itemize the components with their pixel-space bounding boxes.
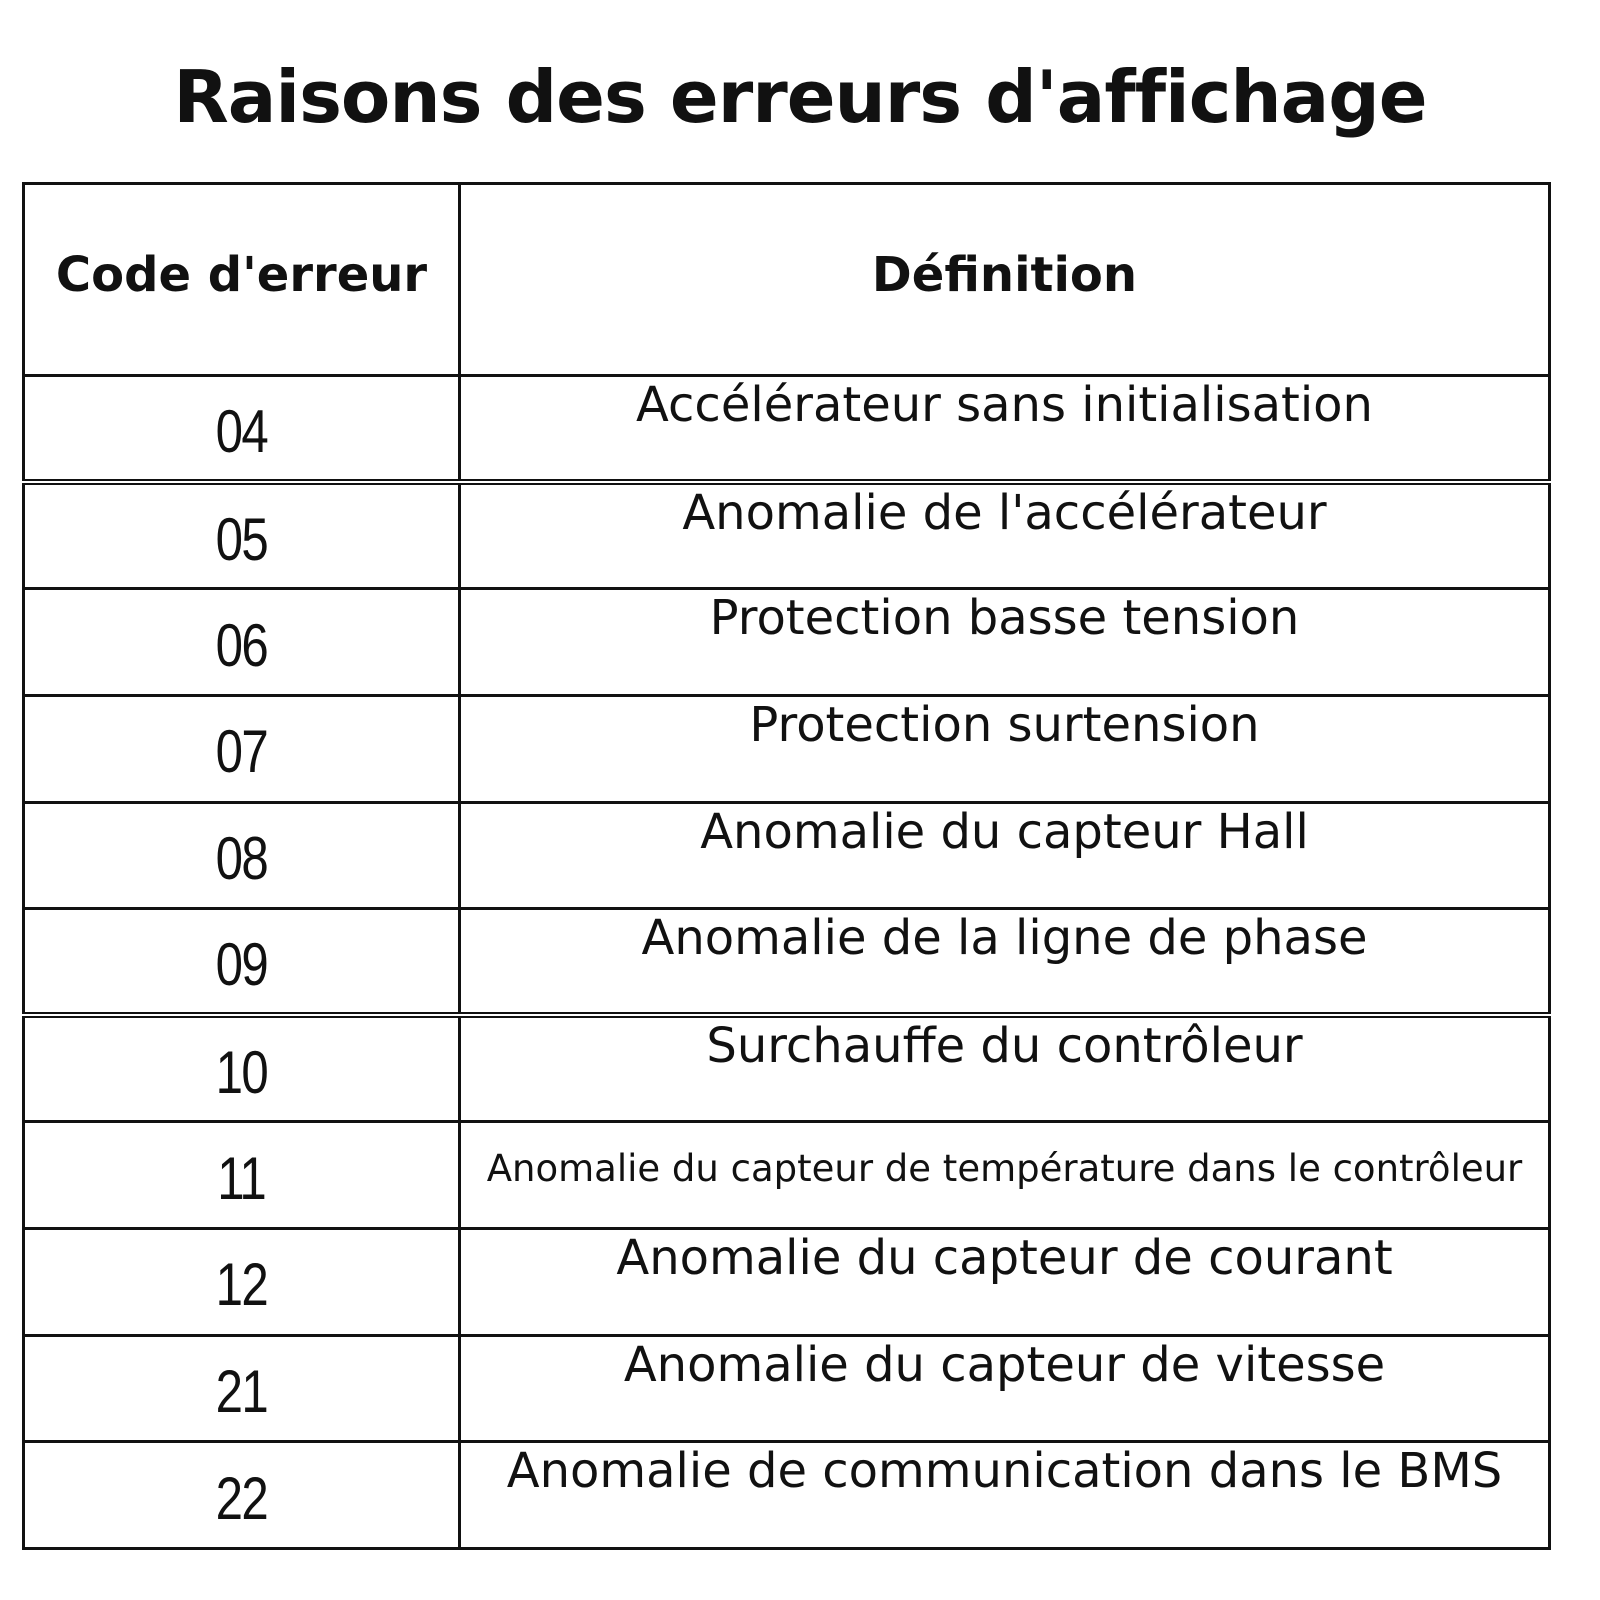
table-row	[24, 909, 1550, 1016]
error-code-cell	[24, 482, 460, 589]
header-definition: Définition	[460, 184, 1550, 376]
table-row	[24, 1335, 1550, 1442]
page-title: Raisons des erreurs d'affichage	[173, 55, 1427, 139]
error-definition: Protection surtension	[460, 695, 1550, 802]
error-definition: Surchauffe du contrôleur	[460, 1015, 1550, 1122]
error-definition: Anomalie de communication dans le BMS	[460, 1442, 1550, 1549]
table-row	[24, 482, 1550, 589]
error-code-cell	[24, 909, 460, 1016]
error-code-cell	[24, 1335, 460, 1442]
error-code-cell	[24, 1442, 460, 1549]
error-code: 06	[215, 611, 268, 679]
error-code: 04	[215, 397, 268, 465]
error-definition: Anomalie de la ligne de phase	[460, 909, 1550, 1016]
error-code: 11	[217, 1144, 266, 1212]
header-code: Code d'erreur	[24, 184, 460, 376]
error-code-cell	[24, 1229, 460, 1336]
table-row	[24, 1015, 1550, 1122]
table-row	[24, 802, 1550, 909]
error-definition: Anomalie de l'accélérateur	[460, 482, 1550, 589]
error-code: 21	[215, 1357, 268, 1425]
error-code-cell	[24, 1122, 460, 1229]
error-code: 07	[215, 718, 268, 786]
table-header-row	[24, 184, 1550, 376]
error-code: 12	[215, 1251, 268, 1319]
table-row	[24, 695, 1550, 802]
error-definition: Anomalie du capteur de courant	[460, 1229, 1550, 1336]
error-definition: Accélérateur sans initialisation	[460, 376, 1550, 483]
error-code-cell	[24, 589, 460, 696]
table-row	[24, 589, 1550, 696]
error-definition: Anomalie du capteur Hall	[460, 802, 1550, 909]
error-code: 08	[215, 824, 268, 892]
error-code-cell	[24, 376, 460, 483]
table-row	[24, 1229, 1550, 1336]
error-definition: Anomalie du capteur de vitesse	[460, 1335, 1550, 1442]
table-row	[24, 1442, 1550, 1549]
error-code-cell	[24, 1015, 460, 1122]
error-code-table	[22, 182, 1551, 1550]
error-code-cell	[24, 802, 460, 909]
error-definition: Protection basse tension	[460, 589, 1550, 696]
error-code: 10	[215, 1038, 268, 1106]
table-row	[24, 376, 1550, 483]
error-code-cell	[24, 695, 460, 802]
error-code: 05	[215, 505, 268, 573]
error-code: 22	[215, 1464, 268, 1532]
error-definition: Anomalie du capteur de température dans le contrôleur	[460, 1122, 1550, 1229]
error-code: 09	[215, 930, 268, 998]
table-row	[24, 1122, 1550, 1229]
